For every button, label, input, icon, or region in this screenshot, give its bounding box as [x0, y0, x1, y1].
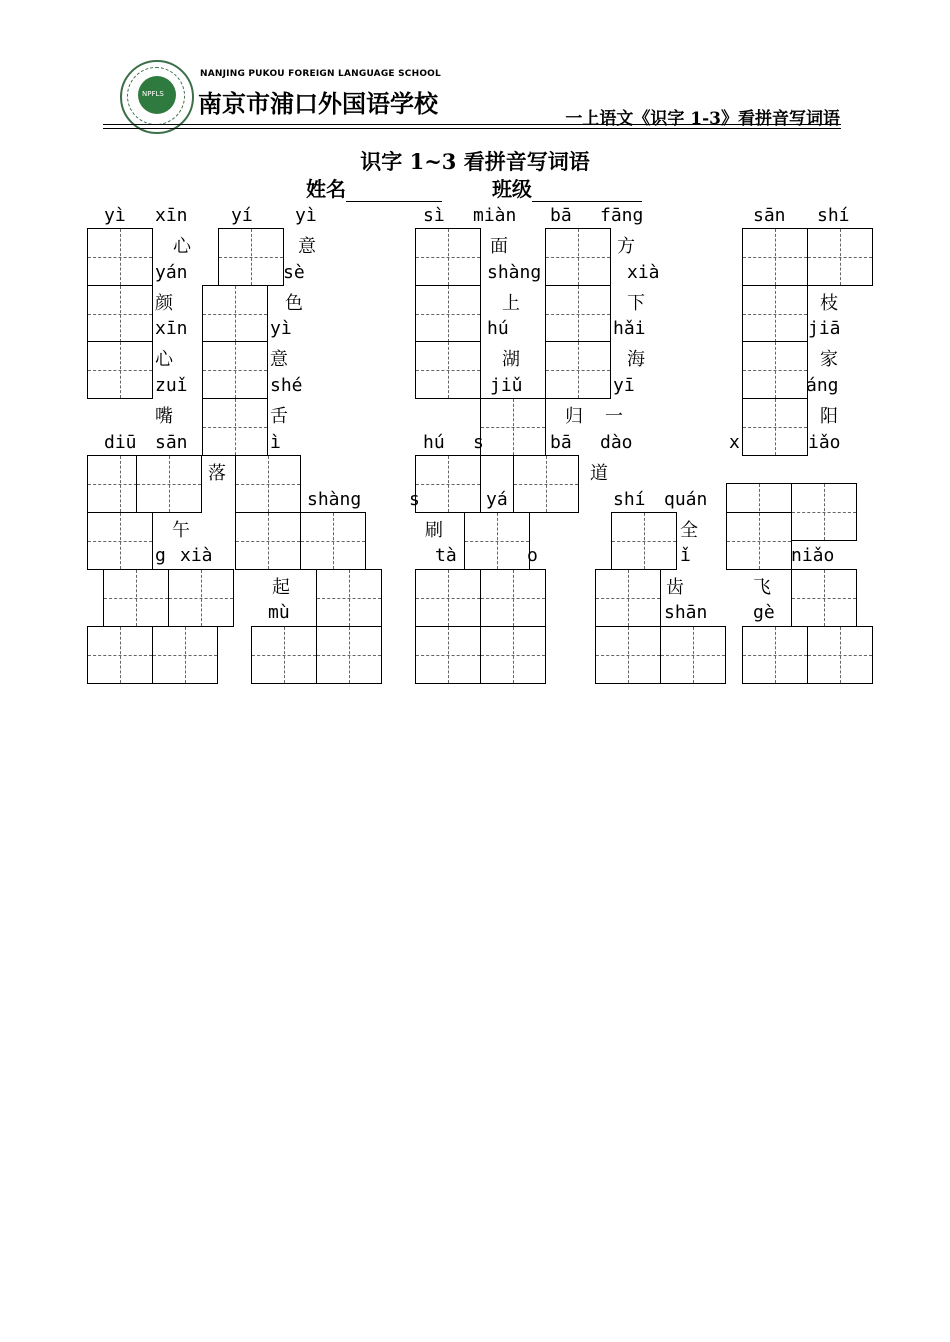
grid-guide-horizontal [236, 541, 300, 542]
hanzi-label: 归 [565, 406, 583, 427]
writing-grid-box[interactable] [152, 626, 218, 684]
pinyin-label: bā [550, 205, 572, 226]
writing-grid-box[interactable] [742, 626, 808, 684]
writing-grid-box[interactable] [136, 455, 202, 513]
logo-text: NPFLS [142, 90, 164, 98]
grid-guide-horizontal [203, 427, 267, 428]
grid-guide-horizontal [301, 541, 365, 542]
writing-grid-box[interactable] [480, 626, 546, 684]
pinyin-label: diū [104, 432, 137, 453]
hanzi-label: 意 [270, 349, 288, 370]
pinyin-label: sān [155, 432, 188, 453]
grid-guide-horizontal [203, 314, 267, 315]
grid-guide-horizontal [88, 314, 152, 315]
grid-guide-horizontal [596, 655, 660, 656]
pinyin-label: yì [270, 318, 292, 339]
writing-grid-box[interactable] [513, 455, 579, 513]
pinyin-label: iǎo [808, 432, 841, 453]
pinyin-label: tà [435, 545, 457, 566]
grid-guide-horizontal [514, 484, 578, 485]
grid-guide-horizontal [481, 427, 545, 428]
writing-grid-box[interactable] [545, 285, 611, 343]
pinyin-label: yán [155, 262, 188, 283]
pinyin-label: shàng [487, 262, 542, 283]
name-field[interactable] [346, 183, 442, 202]
grid-guide-horizontal [416, 655, 480, 656]
writing-grid-box[interactable] [415, 455, 481, 513]
writing-grid-box[interactable] [807, 228, 873, 286]
pinyin-label: yí [231, 205, 253, 226]
pinyin-label: fāng [600, 205, 644, 226]
pinyin-label: ǐ [680, 545, 691, 566]
student-info-line [306, 173, 642, 202]
hanzi-label: 阳 [820, 406, 838, 427]
pinyin-label: s [409, 489, 420, 510]
grid-guide-horizontal [88, 257, 152, 258]
pinyin-label: g [155, 545, 166, 566]
pinyin-label: niǎo [791, 545, 835, 566]
writing-grid-box[interactable] [202, 285, 268, 343]
grid-guide-horizontal [612, 541, 676, 542]
writing-grid-box[interactable] [316, 569, 382, 627]
writing-grid-box[interactable] [235, 455, 301, 513]
pinyin-label: x [729, 432, 740, 453]
grid-guide-horizontal [88, 370, 152, 371]
pinyin-label: sì [423, 205, 445, 226]
grid-guide-horizontal [743, 257, 807, 258]
grid-guide-horizontal [416, 598, 480, 599]
school-name-english: NANJING PUKOU FOREIGN LANGUAGE SCHOOL [200, 69, 441, 79]
hanzi-label: 飞 [753, 577, 771, 598]
hanzi-label: 起 [272, 577, 290, 598]
pinyin-label: yī [613, 375, 635, 396]
worksheet-title: 识字 1~3 看拼音写词语 [360, 149, 590, 174]
grid-guide-horizontal [727, 541, 791, 542]
hanzi-label: 全 [680, 520, 698, 541]
pinyin-label: shān [664, 602, 708, 623]
class-label: 班级 [491, 177, 532, 201]
writing-grid-box[interactable] [415, 228, 481, 286]
hanzi-label: 嘴 [155, 406, 173, 427]
grid-guide-horizontal [808, 655, 872, 656]
hanzi-label: 心 [155, 349, 173, 370]
pinyin-label: shí [613, 489, 646, 510]
pinyin-label: jiǔ [490, 375, 523, 396]
pinyin-label: xià [627, 262, 660, 283]
writing-grid-box[interactable] [791, 569, 857, 627]
grid-guide-horizontal [169, 598, 233, 599]
writing-grid-box[interactable] [103, 569, 169, 627]
hanzi-label: 一 [605, 406, 623, 427]
writing-grid-box[interactable] [595, 626, 661, 684]
name-label: 姓名 [306, 177, 346, 201]
hanzi-label: 下 [627, 293, 645, 314]
grid-guide-horizontal [88, 655, 152, 656]
writing-grid-box[interactable] [235, 512, 301, 570]
hanzi-label: 舌 [270, 406, 288, 427]
pinyin-label: yì [104, 205, 126, 226]
writing-grid-box[interactable] [87, 512, 153, 570]
hanzi-label: 海 [627, 349, 645, 370]
header-divider [103, 124, 841, 125]
pinyin-label: zuǐ [155, 375, 188, 396]
hanzi-label: 道 [590, 463, 608, 484]
grid-guide-horizontal [743, 655, 807, 656]
grid-guide-horizontal [416, 370, 480, 371]
writing-grid-box[interactable] [726, 512, 792, 570]
grid-guide-horizontal [661, 655, 725, 656]
writing-grid-box[interactable] [218, 228, 284, 286]
pinyin-label: sè [283, 262, 305, 283]
hanzi-label: 齿 [666, 577, 684, 598]
writing-grid-box[interactable] [300, 512, 366, 570]
grid-guide-horizontal [236, 484, 300, 485]
grid-guide-horizontal [416, 314, 480, 315]
grid-guide-horizontal [137, 484, 201, 485]
writing-grid-box[interactable] [415, 341, 481, 399]
writing-grid-box[interactable] [415, 626, 481, 684]
grid-guide-horizontal [481, 655, 545, 656]
grid-guide-horizontal [808, 257, 872, 258]
hanzi-label: 色 [285, 293, 303, 314]
hanzi-label: 落 [208, 463, 226, 484]
school-logo [120, 60, 194, 134]
pinyin-label: shí [817, 205, 850, 226]
grid-guide-horizontal [203, 370, 267, 371]
hanzi-label: 心 [173, 236, 191, 257]
grid-guide-horizontal [88, 541, 152, 542]
hanzi-label: 枝 [820, 293, 838, 314]
hanzi-label: 方 [617, 236, 635, 257]
grid-guide-horizontal [596, 598, 660, 599]
grid-guide-horizontal [743, 314, 807, 315]
grid-guide-horizontal [104, 598, 168, 599]
writing-grid-box[interactable] [87, 626, 153, 684]
grid-guide-horizontal [743, 370, 807, 371]
writing-grid-box[interactable] [87, 228, 153, 286]
writing-grid-box[interactable] [87, 285, 153, 343]
school-name-chinese: 南京市浦口外国语学校 [198, 89, 438, 118]
writing-grid-box[interactable] [807, 626, 873, 684]
grid-guide-horizontal [416, 257, 480, 258]
hanzi-label: 午 [172, 520, 190, 541]
pinyin-label: xīn [155, 318, 188, 339]
pinyin-label: xià [180, 545, 213, 566]
hanzi-label: 湖 [502, 349, 520, 370]
grid-guide-horizontal [465, 541, 529, 542]
writing-grid-box[interactable] [480, 569, 546, 627]
class-field[interactable] [532, 183, 642, 202]
writing-grid-box[interactable] [480, 398, 546, 456]
writing-grid-box[interactable] [415, 285, 481, 343]
pinyin-label: gè [753, 602, 775, 623]
grid-guide-horizontal [481, 598, 545, 599]
writing-grid-box[interactable] [545, 228, 611, 286]
pinyin-label: o [527, 545, 538, 566]
grid-guide-horizontal [546, 257, 610, 258]
pinyin-label: yì [295, 205, 317, 226]
pinyin-label: yá [486, 489, 508, 510]
writing-grid-box[interactable] [316, 626, 382, 684]
writing-grid-box[interactable] [415, 569, 481, 627]
writing-grid-box[interactable] [202, 341, 268, 399]
hanzi-label: 家 [820, 349, 838, 370]
pinyin-label: quán [664, 489, 708, 510]
pinyin-label: ì [270, 432, 281, 453]
writing-grid-box[interactable] [251, 626, 317, 684]
grid-guide-horizontal [219, 257, 283, 258]
grid-guide-horizontal [153, 655, 217, 656]
pinyin-label: shé [270, 375, 303, 396]
hanzi-label: 意 [298, 236, 316, 257]
grid-guide-horizontal [792, 598, 856, 599]
pinyin-label: jiā [808, 318, 841, 339]
writing-grid-box[interactable] [464, 512, 530, 570]
pinyin-label: dào [600, 432, 633, 453]
grid-guide-horizontal [546, 370, 610, 371]
grid-guide-horizontal [792, 512, 856, 513]
writing-grid-box[interactable] [202, 398, 268, 456]
grid-guide-horizontal [317, 598, 381, 599]
pinyin-label: miàn [473, 205, 517, 226]
pinyin-label: mù [268, 602, 290, 623]
pinyin-label: hú [487, 318, 509, 339]
document-subtitle: 一上语文《识字 1-3》看拼音写词语 [565, 109, 840, 129]
writing-grid-box[interactable] [742, 285, 808, 343]
pinyin-label: hú [423, 432, 445, 453]
grid-guide-horizontal [416, 484, 480, 485]
writing-grid-box[interactable] [742, 341, 808, 399]
writing-grid-box[interactable] [742, 398, 808, 456]
writing-grid-box[interactable] [611, 512, 677, 570]
pinyin-label: xīn [155, 205, 188, 226]
writing-grid-box[interactable] [660, 626, 726, 684]
writing-grid-box[interactable] [791, 483, 857, 541]
writing-grid-box[interactable] [87, 341, 153, 399]
writing-grid-box[interactable] [595, 569, 661, 627]
writing-grid-box[interactable] [545, 341, 611, 399]
hanzi-label: 刷 [425, 520, 443, 541]
header-divider-secondary [103, 128, 841, 129]
hanzi-label: 面 [490, 236, 508, 257]
pinyin-label: sān [753, 205, 786, 226]
hanzi-label: 上 [502, 293, 520, 314]
grid-guide-horizontal [252, 655, 316, 656]
hanzi-label: 颜 [155, 293, 173, 314]
grid-guide-horizontal [317, 655, 381, 656]
grid-guide-horizontal [546, 314, 610, 315]
pinyin-label: hǎi [613, 318, 646, 339]
pinyin-label: shàng [307, 489, 362, 510]
pinyin-label: bā [550, 432, 572, 453]
pinyin-label: áng [806, 375, 839, 396]
pinyin-label: s [473, 432, 484, 453]
writing-grid-box[interactable] [168, 569, 234, 627]
writing-grid-box[interactable] [742, 228, 808, 286]
grid-guide-horizontal [743, 427, 807, 428]
